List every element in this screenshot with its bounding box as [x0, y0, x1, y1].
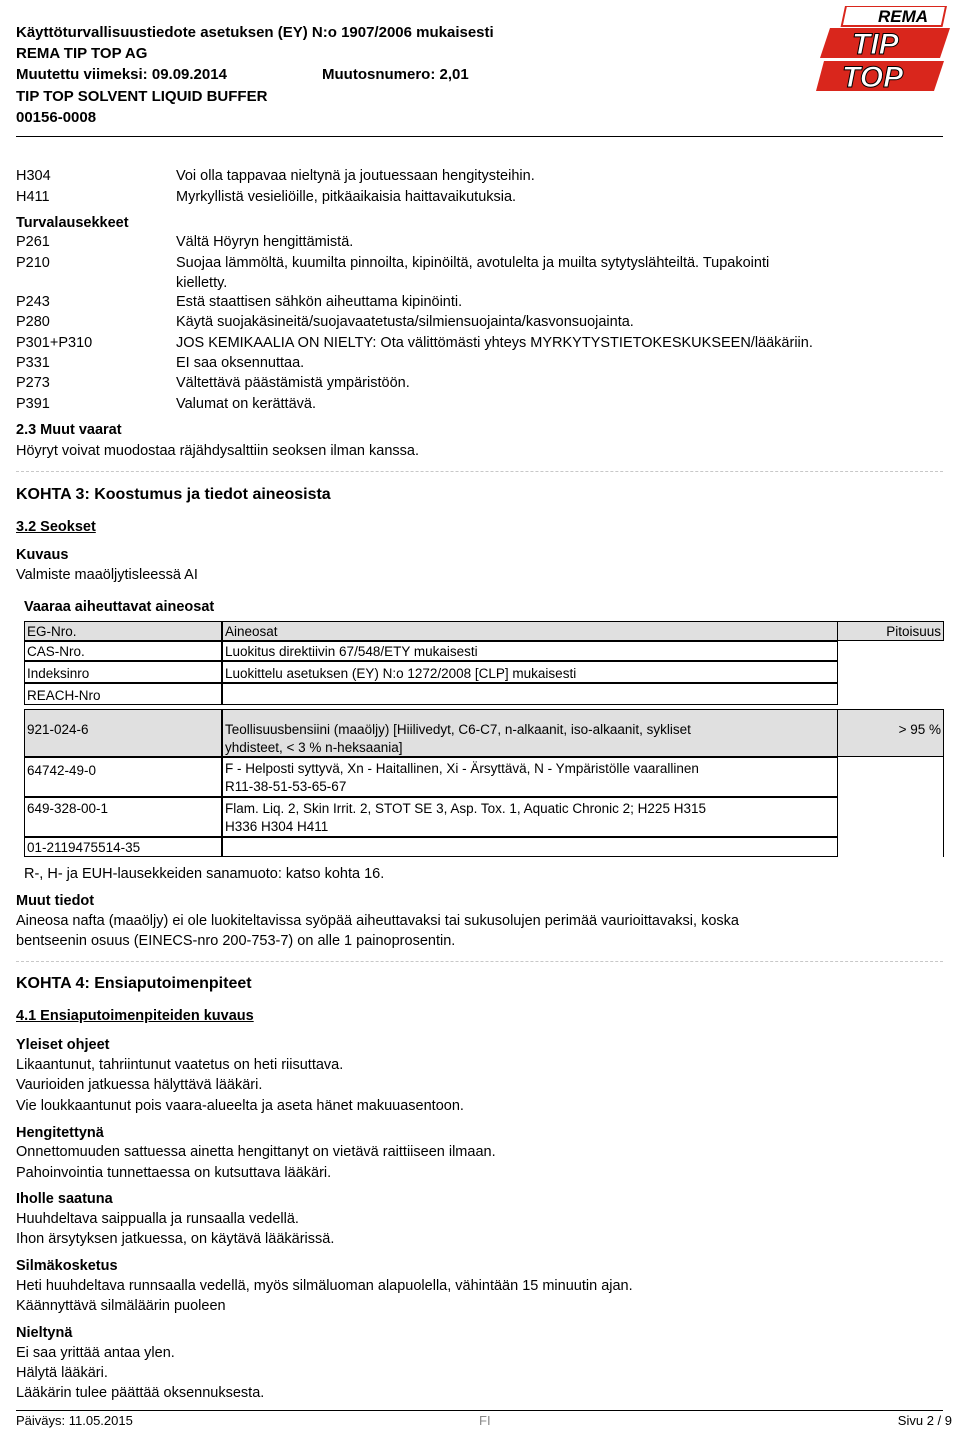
th-substance: Aineosat: [222, 621, 838, 641]
first-aid-line: Käännyttävä silmäläärin puoleen: [16, 1298, 226, 1314]
section-divider: [16, 471, 943, 472]
th-classification-clp: Luokittelu asetuksen (EY) N:o 1272/2008 [CLP] mukaisesti: [222, 661, 838, 683]
logo-top-text: TOP: [842, 61, 904, 92]
first-aid-line: Heti huuhdeltava runnsaalla vedellä, myös silmäluoman alapuolella, vähintään 15 minuutin ajan.: [16, 1278, 633, 1294]
td-classification-clp: [222, 797, 838, 837]
other-info-title: Muut tiedot: [16, 893, 95, 909]
hazard-text: Myrkyllistä vesieliöille, pitkäaikaisia haittavaikutuksia.: [176, 189, 517, 205]
th-classification-dsd: Luokitus direktiivin 67/548/ETY mukaisesti: [222, 641, 838, 661]
product-number: 00156-0008: [16, 109, 97, 126]
first-aid-line: Ei saa yrittää antaa ylen.: [16, 1345, 175, 1361]
hazard-code: H304: [16, 168, 51, 184]
substance-name-line2: yhdisteet, < 3 % n-heksaania]: [225, 740, 403, 755]
first-aid-line: Lääkärin tulee päättää oksennuksesta.: [16, 1385, 265, 1401]
first-aid-line: Vie loukkaantunut pois vaara-alueelta ja aseta hänet makuuasentoon.: [16, 1098, 464, 1114]
header-rule: [16, 136, 943, 137]
revised-date: Muutettu viimeksi: 09.09.2014: [16, 66, 227, 83]
classification-clp-line1: Flam. Liq. 2, Skin Irrit. 2, STOT SE 3, Asp. Tox. 1, Aquatic Chronic 2; H225 H315: [225, 801, 706, 816]
precaution-title: Turvalausekkeet: [16, 215, 129, 231]
th-reach: REACH-Nro: [24, 683, 222, 705]
substance-name-line1: Teollisuusbensiini (maaöljy) [Hiilivedyt, C6-C7, n-alkaanit, iso-alkaanit, sykliset: [225, 722, 691, 737]
th-eg: EG-Nro.: [24, 621, 222, 641]
description-label: Kuvaus: [16, 547, 69, 563]
first-aid-line: Huuhdeltava saippualla ja runsaalla vedellä.: [16, 1211, 299, 1227]
th-cas: CAS-Nro.: [24, 641, 222, 661]
td-cas: 64742-49-0: [24, 757, 222, 797]
td-empty: [222, 837, 838, 857]
classification-dsd-line1: F - Helposti syttyvä, Xn - Haitallinen, Xi - Ärsyttävä, N - Ympäristölle vaarallinen: [225, 761, 699, 776]
th-concentration: Pitoisuus: [838, 621, 944, 641]
rema-tip-top-logo: [816, 6, 952, 92]
logo-rema-text: REMA: [878, 7, 929, 26]
footer-page-number: Sivu 2 / 9: [897, 1413, 952, 1428]
phrases-note: R-, H- ja EUH-lausekkeiden sanamuoto: katso kohta 16.: [24, 866, 385, 882]
hazard-code: H411: [16, 189, 50, 205]
product-name: TIP TOP SOLVENT LIQUID BUFFER: [16, 88, 268, 105]
td-reach: 01-2119475514-35: [24, 837, 222, 857]
first-aid-line: Ihon ärsytyksen jatkuessa, on käytävä lääkärissä.: [16, 1231, 335, 1247]
th-empty: [222, 683, 838, 705]
first-aid-line: Pahoinvointia tunnettaessa on kutsuttava lääkäri.: [16, 1165, 332, 1181]
th-index: Indeksinro: [24, 661, 222, 683]
section-3-title: KOHTA 3: Koostumus ja tiedot aineosista: [16, 486, 331, 503]
first-aid-ingestion-label: Nieltynä: [16, 1325, 73, 1341]
td-eg: 921-024-6: [24, 709, 222, 757]
description-text: Valmiste maaöljytisleessä AI: [16, 567, 198, 583]
section-4-1-title: 4.1 Ensiaputoimenpiteiden kuvaus: [16, 1008, 254, 1024]
section-4-title: KOHTA 4: Ensiaputoimenpiteet: [16, 975, 252, 992]
td-index: 649-328-00-1: [24, 797, 222, 837]
section-divider: [16, 961, 943, 962]
footer-date: Päiväys: 11.05.2015: [16, 1413, 133, 1428]
other-info-line2: bentseenin osuus (EINECS-nro 200-753-7) on alle 1 painoprosentin.: [16, 933, 456, 949]
first-aid-line: Onnettomuuden sattuessa ainetta hengittanyt on vietävä raittiiseen ilmaan.: [16, 1144, 496, 1160]
first-aid-skin-label: Iholle saatuna: [16, 1191, 113, 1207]
header-title: Käyttöturvallisuustiedote asetuksen (EY) N:o 1907/2006 mukaisesti: [16, 24, 494, 41]
footer-language: FI: [479, 1413, 491, 1428]
first-aid-inhalation-label: Hengitettynä: [16, 1125, 104, 1141]
td-concentration: > 95 %: [838, 709, 944, 757]
company-name: REMA TIP TOP AG: [16, 45, 148, 62]
first-aid-line: Vaurioiden jatkuessa hälyttävä lääkäri.: [16, 1077, 263, 1093]
section-2-3-title: 2.3 Muut vaarat: [16, 422, 122, 438]
first-aid-general-label: Yleiset ohjeet: [16, 1037, 110, 1053]
section-3-2-title: 3.2 Seokset: [16, 519, 96, 535]
footer-rule: [16, 1410, 943, 1411]
hazard-text: Voi olla tappavaa nieltynä ja joutuessaan hengitysteihin.: [176, 168, 535, 184]
hazardous-ingredients-title: Vaaraa aiheuttavat aineosat: [24, 599, 215, 615]
td-classification-dsd: [222, 757, 838, 797]
classification-clp-line2: H336 H304 H411: [225, 819, 329, 834]
td-substance-name: [222, 709, 838, 757]
section-2-3-text: Höyryt voivat muodostaa räjähdysalttiin seoksen ilman kanssa.: [16, 443, 419, 459]
logo-tip-text: TIP: [852, 28, 899, 61]
first-aid-eye-label: Silmäkosketus: [16, 1258, 118, 1274]
first-aid-line: Likaantunut, tahriintunut vaatetus on heti riisuttava.: [16, 1057, 344, 1073]
classification-dsd-line2: R11-38-51-53-65-67: [225, 779, 347, 794]
revision-number: Muutosnumero: 2,01: [322, 66, 469, 83]
first-aid-line: Hälytä lääkäri.: [16, 1365, 108, 1381]
other-info-line1: Aineosa nafta (maaöljy) ei ole luokiteltavissa syöpää aiheuttavaksi tai sukusolujen perimää vaurioittavaksi, koska: [16, 913, 739, 929]
table-right-border: [943, 757, 944, 857]
